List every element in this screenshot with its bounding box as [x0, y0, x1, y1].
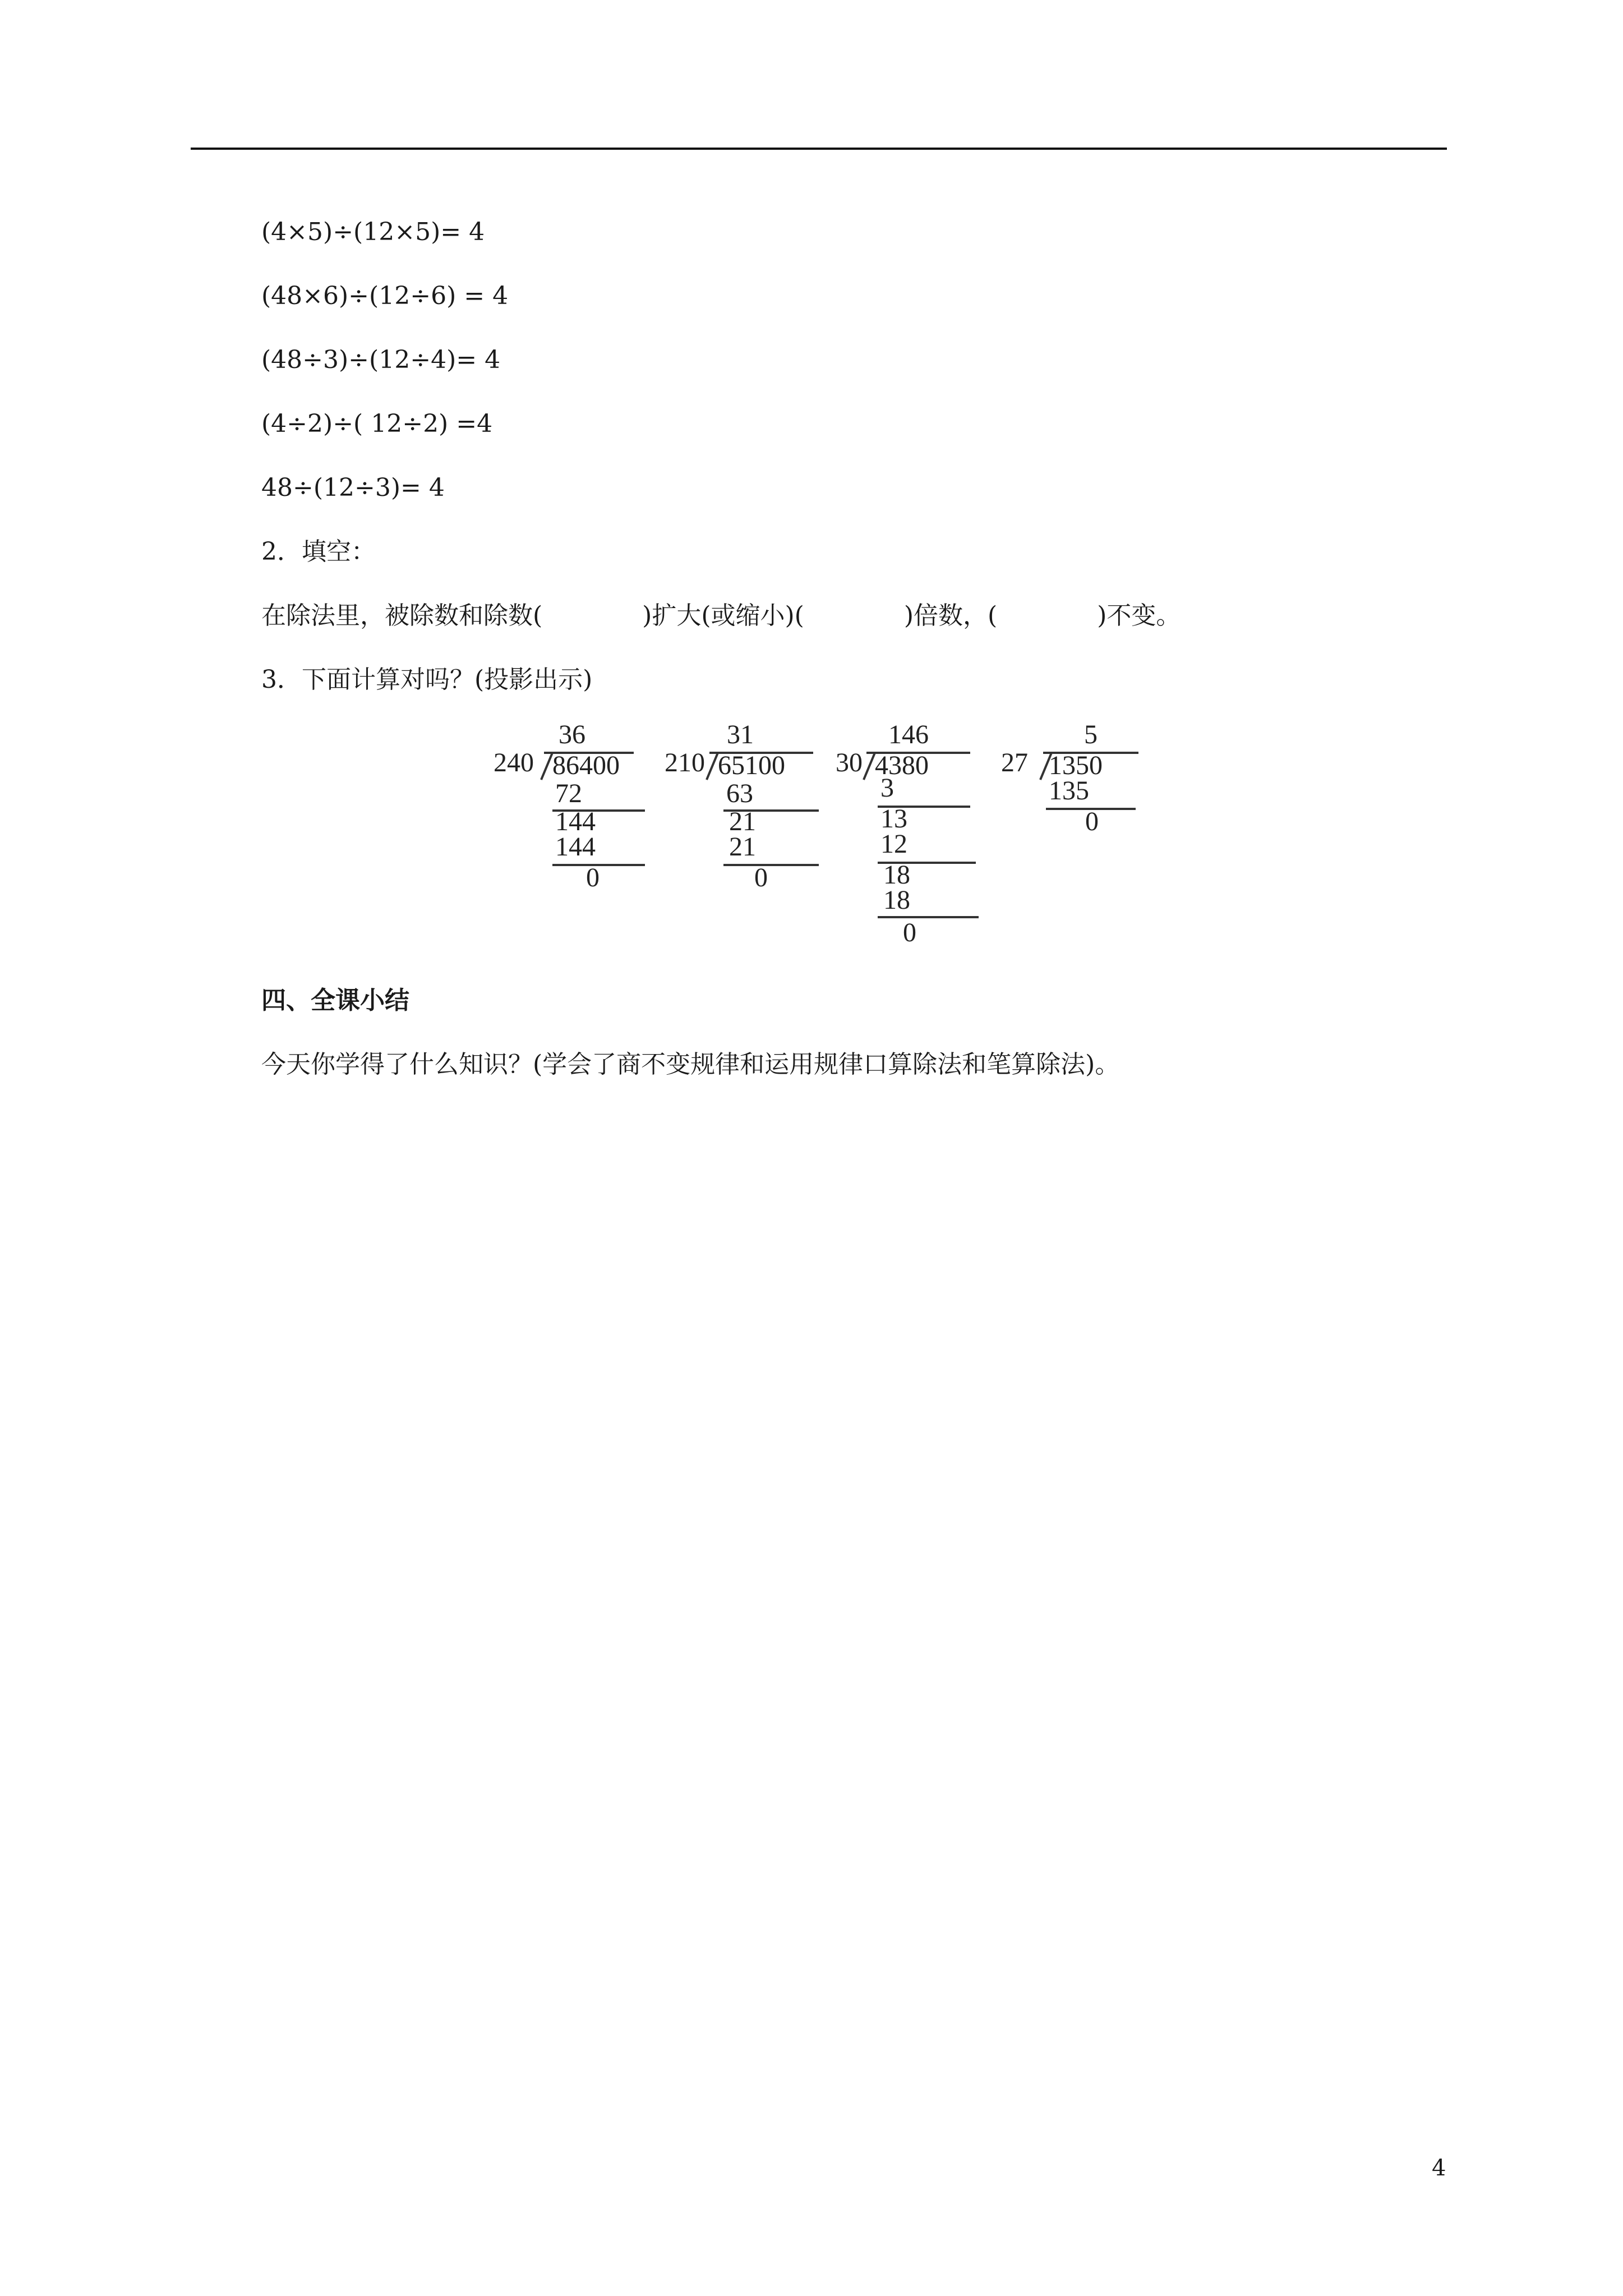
step: 18: [883, 860, 910, 890]
section-4-heading: 四、全课小结: [261, 986, 409, 1015]
division-3: [836, 720, 979, 947]
fill-text-2: )扩大(或缩小)(: [642, 601, 804, 630]
step: 0: [586, 863, 600, 892]
division-2: [665, 720, 819, 892]
fill-text-1: 在除法里，被除数和除数(: [261, 601, 543, 630]
page-number: 4: [1432, 2155, 1446, 2181]
quotient: 31: [727, 720, 754, 749]
step: 12: [880, 829, 907, 859]
step: 0: [754, 863, 768, 892]
question-2-fill-blank: [261, 601, 1181, 630]
division-4: [1001, 720, 1138, 836]
fill-text-3: )倍数，(: [903, 601, 998, 630]
equation-2: (48×6)÷(12÷6) = 4: [261, 282, 509, 310]
equation-5: 48÷(12÷3)= 4: [261, 473, 445, 502]
equation-1: (4×5)÷(12×5)= 4: [261, 218, 485, 246]
step: 144: [555, 807, 596, 836]
long-division-figure: [482, 718, 1155, 959]
step: 63: [726, 779, 753, 808]
step: 135: [1049, 776, 1089, 806]
step: 21: [729, 807, 756, 836]
header-rule: [191, 148, 1447, 150]
equation-4: (4÷2)÷( 12÷2) =4: [261, 409, 493, 438]
step: 18: [883, 885, 910, 915]
step: 13: [880, 804, 907, 834]
step: 0: [903, 918, 916, 947]
section-4-body: 今天你学得了什么知识？(学会了商不变规律和运用规律口算除法和笔算除法)。: [261, 1050, 1120, 1079]
quotient: 146: [888, 720, 929, 749]
divisor: 210: [665, 748, 705, 777]
step: 72: [555, 779, 582, 808]
dividend: 86400: [552, 751, 620, 780]
dividend: 4380: [875, 751, 929, 780]
question-2-heading: 2．填空：: [261, 537, 376, 566]
dividend: 65100: [718, 751, 785, 780]
divisor: 30: [836, 748, 863, 777]
question-3-heading: 3．下面计算对吗？(投影出示): [261, 665, 593, 694]
quotient: 36: [559, 720, 585, 749]
quotient: 5: [1084, 720, 1098, 749]
step: 0: [1085, 807, 1099, 836]
step: 3: [880, 773, 894, 803]
equation-3: (48÷3)÷(12÷4)= 4: [261, 346, 501, 374]
divisor: 240: [494, 748, 534, 777]
step: 144: [555, 832, 596, 862]
divisor: 27: [1001, 748, 1028, 777]
step: 21: [729, 832, 756, 862]
fill-text-4: )不变。: [1097, 601, 1181, 630]
division-1: [494, 720, 645, 892]
dividend: 1350: [1049, 751, 1103, 780]
